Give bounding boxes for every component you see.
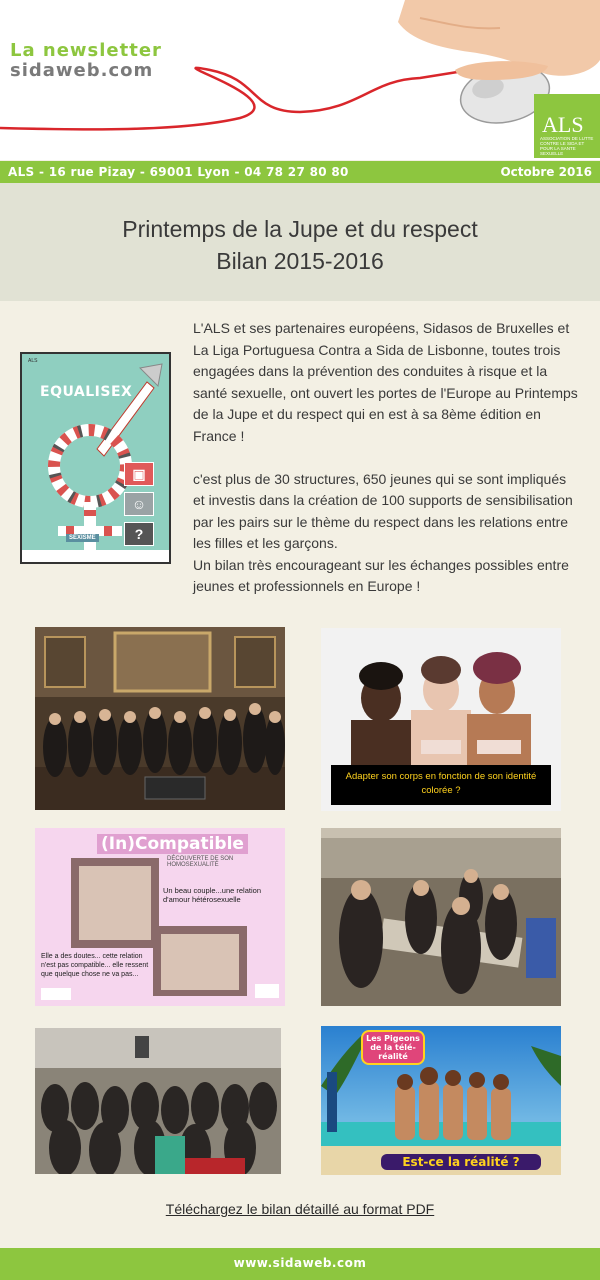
- intro-paragraph-2: c'est plus de 30 structures, 650 jeunes qui se sont impliqués et investis dans la création de 100 supports de sensibilisation par les pairs sur le thème du respect dans les relations entre les filles et les garçons.: [193, 470, 573, 551]
- poster-text-1: Un beau couple...une relation d'amour hétérosexuelle: [163, 886, 261, 904]
- question-icon: ?: [124, 522, 154, 546]
- cover-title: EQUALISEX: [40, 384, 133, 400]
- poster-subtitle: DÉCOUVERTE DE SON HOMOSEXUALITÉ: [167, 856, 234, 868]
- poster-text-2: Elle a des doutes... cette relation n'est pas compatible... elle ressent que quelque chose ne va pas...: [41, 953, 149, 978]
- als-logo[interactable]: [534, 94, 600, 158]
- intro-paragraph-1: L'ALS et ses partenaires européens, Sidasos de Bruxelles et La Liga Portuguesa Contra a Sida de Lisbonne, toutes trois engagées dans la prévention des conduites à risque et la santé sexuelle, ont ouvert les portes de l'Europe au Printemps de la Jupe et du respect qui en est à sa 8ème édition en France !: [193, 320, 578, 444]
- address: ALS - 16 rue Pizay - 69001 Lyon - 04 78 27 80 80: [8, 165, 349, 179]
- camera-icon: ▣: [124, 462, 154, 486]
- logo-name: ALS: [542, 112, 584, 137]
- logo-tagline: ASSOCIATION DE LUTTE CONTRE LE SIDA ET POUR LA SANTE SEXUELLE: [540, 136, 594, 156]
- photo-auditorium[interactable]: [35, 1028, 281, 1174]
- download-pdf-link[interactable]: Téléchargez le bilan détaillé au format PDF: [165, 1201, 435, 1217]
- brand-line1: La newsletter: [10, 40, 162, 61]
- equalisex-cover-image[interactable]: [20, 352, 171, 564]
- issue-date: Octobre 2016: [500, 165, 592, 179]
- photo-three-women[interactable]: [321, 628, 561, 811]
- footer: [0, 1248, 600, 1280]
- gamepad-icon: ☺: [124, 492, 154, 516]
- photo-workshop[interactable]: [321, 828, 561, 1006]
- brand-line2: sidaweb.com: [10, 60, 154, 81]
- cover-partner-logos: [22, 550, 169, 562]
- cover-sexisme-label: SEXISME: [66, 534, 99, 542]
- article-title: [0, 213, 600, 277]
- poster-pigeons-tele-realite[interactable]: [321, 1026, 561, 1175]
- info-bar: [0, 161, 600, 183]
- title-line1: Printemps de la Jupe et du respect: [122, 216, 478, 242]
- cover-small-label: ALS: [28, 358, 38, 364]
- photo-caption-identity: Adapter son corps en fonction de son identité colorée ?: [331, 765, 551, 805]
- pigeons-title: Les Pigeons de la télé-réalité: [361, 1030, 425, 1065]
- poster-title: (In)Compatible: [97, 834, 248, 854]
- pigeons-caption: Est-ce la réalité ?: [381, 1154, 541, 1170]
- newsletter-brand: [10, 40, 162, 81]
- intro-text: [193, 318, 578, 598]
- footer-website-link[interactable]: www.sidaweb.com: [233, 1256, 367, 1270]
- poster-incompatible[interactable]: [35, 828, 285, 1006]
- header: [0, 0, 600, 160]
- intro-paragraph-3: Un bilan très encourageant sur les échanges possibles entre jeunes et professionnels en Europe !: [193, 556, 569, 594]
- photo-group-salon[interactable]: [35, 627, 285, 810]
- title-line2: Bilan 2015-2016: [216, 248, 384, 274]
- title-band: [0, 183, 600, 301]
